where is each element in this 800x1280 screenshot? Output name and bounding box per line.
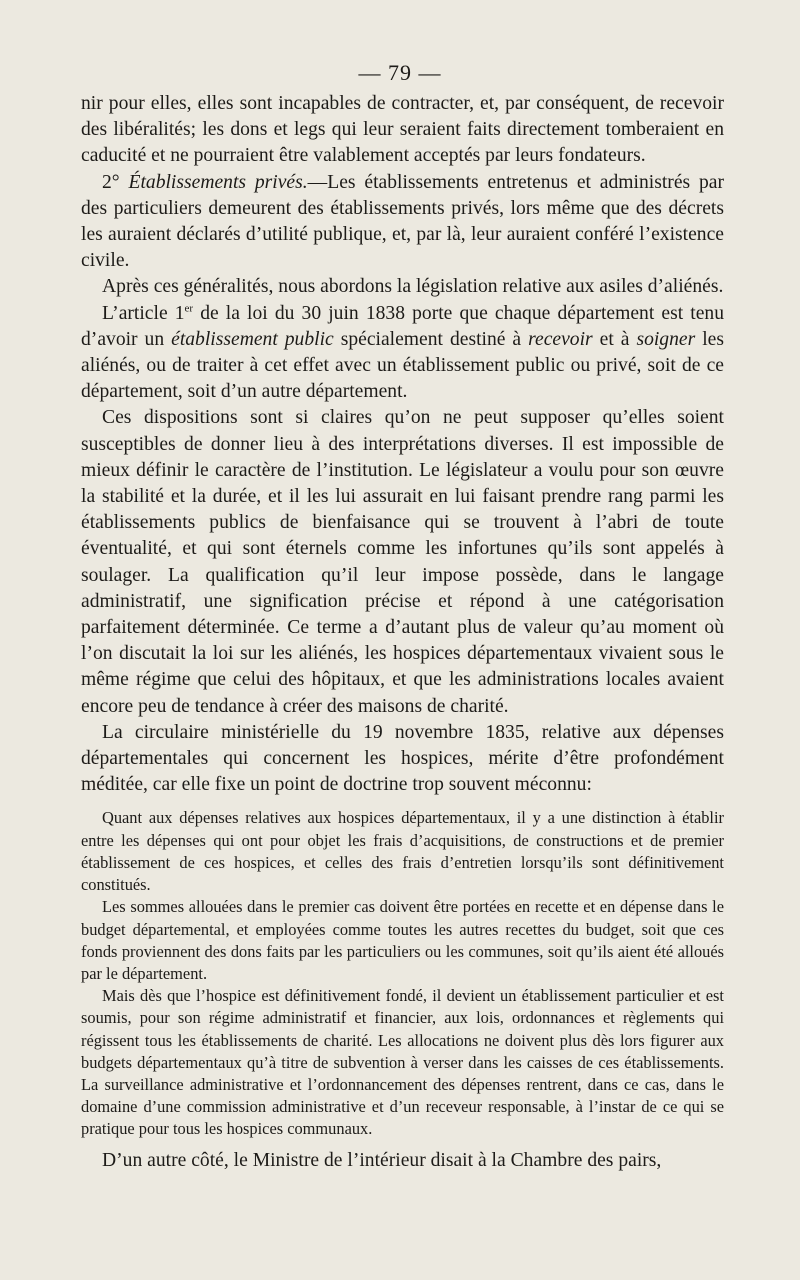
quote-paragraph: Mais dès que l’hospice est définitivement fondé, il devient un établissement particulier et est soumis, pour son régime administratif et financier, aux lois, ordonnances et règlements qui régissent tous les établissements de charité. Les allocations ne doivent plus dès lors figurer aux budgets départementaux qu’à titre de subvention à verser dans les caisses de ces établissements. La surveillance administrative et l’ordonnancement des dépenses rentrent, dans ce cas, dans le domaine d’une commission administrative et d’un receveur responsable, à l’instar de ce qui se pratique pour tous les hospices communaux.: [81, 986, 724, 1139]
quote-paragraph: Les sommes allouées dans le premier cas doivent être portées en recette et en dépense dans le budget départemental, et employées comme toutes les autres recettes du budget, soit que ces fonds proviennent des dons faits par les particuliers ou les communes, soit qu’ils aient été alloués par le département.: [81, 897, 724, 983]
section-text: —Les établissements entretenus et administrés par des particuliers demeurent des établissements privés, lors même que des décrets les auraient déclarés d’utilité publique, et, par là, leur auraient conféré l’existence civile.: [81, 171, 724, 272]
paragraph-ministre: D’un autre côté, le Ministre de l’intérieur disait à la Chambre des pairs,: [102, 1149, 662, 1171]
paragraph-circulaire: La circulaire ministérielle du 19 novembre 1835, relative aux dépenses départementales qui concernent les hospices, mérite d’être profondément méditée, car elle fixe un point de doctrine trop souvent méconnu:: [81, 721, 724, 796]
text-run: L’article 1: [102, 302, 185, 324]
page-number: — 79 —: [358, 60, 442, 85]
paragraph-article-1: [81, 301, 724, 406]
paragraph-continuation: nir pour elles, elles sont incapables de contracter, et, par conséquent, de recevoir des libéralités; les dons et legs qui leur seraient faits directement tomberaient en caducité et ne pourraient être valablement acceptés par leurs fondateurs.: [81, 93, 724, 167]
superscript: er: [184, 302, 194, 315]
text-run: de la loi du 30 juin 1838 porte que chaque département est tenu d’avoir un: [81, 302, 724, 350]
text-run: et à: [592, 328, 637, 350]
text-run: spécialement destiné à: [333, 328, 529, 350]
body-text: [81, 91, 724, 1174]
section-number: 2°: [102, 171, 120, 193]
italic-term: établissement public: [171, 328, 334, 350]
italic-term: soigner: [636, 328, 696, 350]
section-heading: Établissements privés.: [128, 171, 308, 193]
paragraph-intro-legislation: Après ces généralités, nous abordons la législation relative aux asiles d’aliénés.: [102, 276, 724, 298]
italic-term: recevoir: [528, 328, 593, 350]
paragraph-private-establishments: [81, 170, 724, 275]
block-quote: [81, 807, 724, 1140]
paragraph-dispositions: Ces dispositions sont si claires qu’on ne peut supposer qu’elles soient susceptibles de donner lieu à des interprétations diverses. Il est impossible de mieux définir le caractère de l’institution. Le législateur a voulu pour son œuvre la stabilité et la durée, et il les lui assurait en lui faisant prendre rang parmi les établissements publics de bienfaisance qui se trouvent à l’abri de toute éventualité, et qui sont éternels comme les infortunes qu’ils sont appelés à soulager. La qualification qu’il leur impose possède, dans le langage administratif, une signification précise et répond à une catégorisation parfaitement déterminée. Ce terme a d’autant plus de valeur qu’au moment où l’on discutait la loi sur les aliénés, les hospices départementaux vivaient sous le même régime que celui des hôpitaux, et que les administrations locales avaient encore peu de tendance à créer des maisons de charité.: [81, 407, 724, 717]
quote-paragraph: Quant aux dépenses relatives aux hospices départementaux, il y a une distinction à établir entre les dépenses qui ont pour objet les frais d’acquisitions, de constructions et de premier établissement de ces hospices, et celles des frais d’entretien lorsqu’ils sont définitivement constitués.: [81, 808, 724, 895]
text-run: les aliénés, ou de traiter à cet effet avec un établissement public ou privé, soit de ce département, soit d’un autre département.: [81, 328, 724, 403]
